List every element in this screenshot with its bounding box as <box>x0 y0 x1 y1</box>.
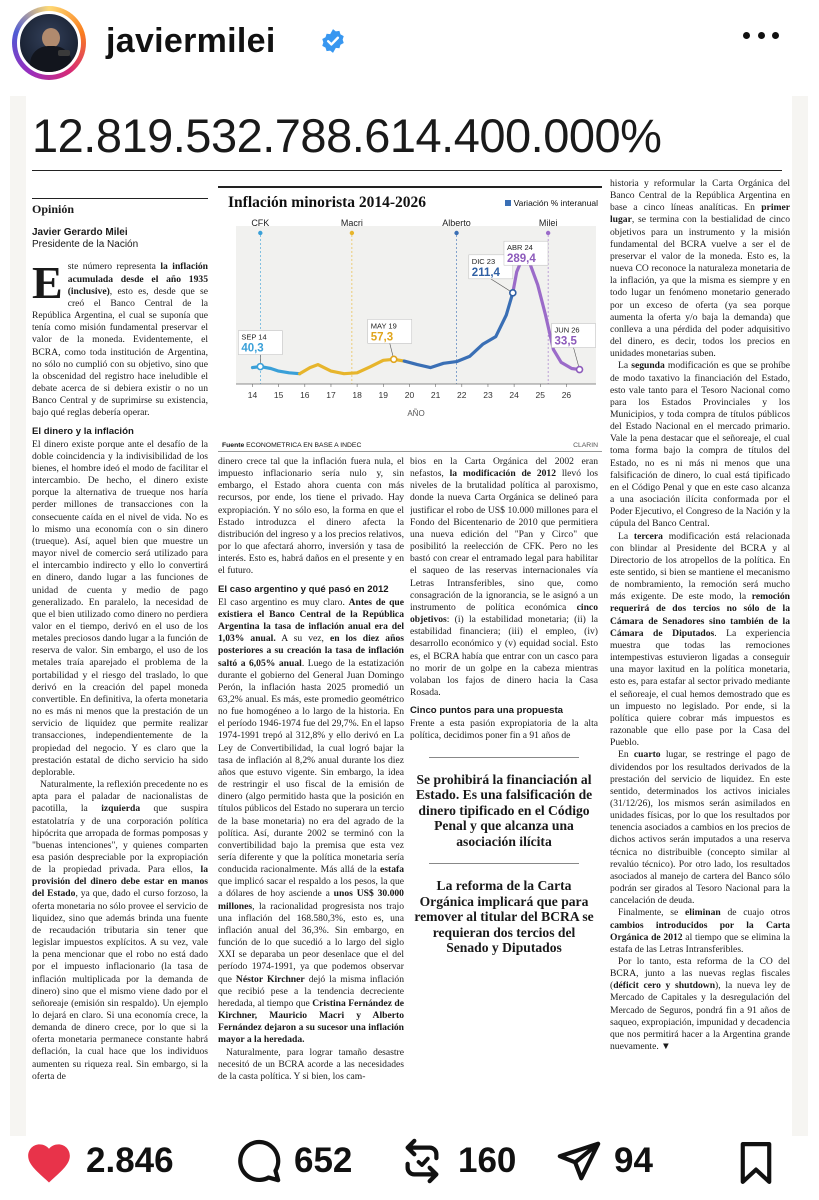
legend-label: Variación % interanual <box>513 198 598 208</box>
share-button[interactable] <box>556 1136 653 1186</box>
chart-credit: CLARIN <box>573 442 598 449</box>
paragraph: Naturalmente, la reflexión precedente no es apta para el paladar de nacionalistas de pacotilla, la izquierda que suspira estatolatría y de una corporación política hipócrita que arropada de formas pomposas y "buenas intenciones", y quienes comparten esa pasión despreciable por la expropiación de la propiedad privada. Para ellos, la provisión del dinero debe estar en manos del Estado, ya que, dado el curso forzoso, la oferta monetaria no sólo provee el servicio de liquidez, sino que además brinda una fuente de recaudación tributaria sin tener que legislar impuestos explícitos. A su vez, vale la pena mencionar que el robo no está dado por el impuesto inflacionario (la tasa de inflación multiplicada por la demanda de dinero) sino que el mismo viene dado por el señoreaje (emisión sin respaldo). Un ejemplo lo dejará en claro. Si una economía crece, la demanda de dinero crece, por lo que si la oferta monetaria permanece constante habrá deflación, la cual hace que los individuos aumenten su riqueza real. Sin embargo, si la oferta de <box>32 779 208 1082</box>
chart-title: Inflación minorista 2014-2026 <box>228 194 427 211</box>
annotation-point <box>510 290 516 296</box>
post-image <box>10 96 808 1136</box>
send-icon <box>556 1138 602 1184</box>
comment-button[interactable] <box>236 1136 352 1186</box>
chart-legend <box>505 198 598 208</box>
headline-divider <box>32 170 782 171</box>
chart-source-label: Fuente <box>222 442 245 449</box>
period-label: Macri <box>340 218 363 228</box>
newspaper-page <box>26 96 792 1136</box>
x-tick-label: 25 <box>535 390 546 400</box>
x-tick-label: 23 <box>483 390 493 400</box>
drop-cap: E <box>32 257 63 309</box>
username[interactable]: javiermilei <box>106 22 276 60</box>
heart-icon <box>24 1138 74 1184</box>
section-label: Opinión <box>32 198 208 215</box>
subheading: Cinco puntos para una propuesta <box>410 705 563 717</box>
paragraph: Por lo tanto, esta reforma de la CO del BCRA, junto a las nuevas reglas fiscales (déficit cero y shutdown), la nueva ley de Mercado de Capitales y la desregulación del Mercado de Seguros, pondrá fin a 91 años de saqueo, expropiación, impunidad y decadencia que nos permitirá hacer a la Argentina grande nuevamente. ▼ <box>610 956 790 1053</box>
x-tick-label: 19 <box>378 390 389 400</box>
x-axis-title: AÑO <box>407 409 425 418</box>
repost-button[interactable] <box>398 1136 516 1186</box>
annotation-date: MAY 19 <box>370 321 397 331</box>
column-4-text <box>610 178 790 1053</box>
paragraph: Naturalmente, para lograr tamaño desastre necesitó de un BCRA acorde a las necesidades de la casta política. Y si bien, los cam- <box>218 1046 404 1082</box>
x-tick-label: 21 <box>430 390 441 400</box>
annotation-value: 211,4 <box>471 266 500 279</box>
paragraph: historia y reformular la Carta Orgánica del Banco Central de la República Argentina en base a cinco líneas analíticas. En primer lugar, se termina con la bestialidad de cinco objetivos para un instrumento y la misión fundamental del BCRA vuelve a ser el de preservar el valor de la moneda. Esto es, la nueva CO reconoce la naturaleza monetaria de la inflación, ya que la misma es siempre y en todo lugar un fenómeno monetario generado por un exceso de oferta (ya sea porque aumenta la oferta y/o baja la demanda) que conlleva a una pérdida del poder adquisitivo del dinero, es decir, todos los precios en unidades monetarias suben. <box>610 178 790 360</box>
like-button[interactable] <box>24 1136 174 1186</box>
annotation-point <box>257 364 263 370</box>
author-name: Javier Gerardo Milei <box>32 227 128 239</box>
annotation-date: SEP 14 <box>241 332 267 342</box>
annotation-value: 40,3 <box>241 342 264 355</box>
annotation-value: 289,4 <box>506 253 536 266</box>
x-tick-label: 17 <box>326 390 336 400</box>
post-header <box>0 0 819 84</box>
verified-badge-icon <box>320 28 346 54</box>
x-tick-label: 18 <box>352 390 362 400</box>
x-tick-label: 15 <box>273 390 284 400</box>
comment-count: 652 <box>294 1141 353 1180</box>
period-marker <box>350 231 354 235</box>
lead-text: ste número representa la inflación acumulada desde el año 1935 (inclusive), esto es, desde que se creó el Banco Central de la República Argentina, el cual se suponía que tenía como misión fundamental preservar el valor de la moneda. Evidentemente, el BCRA, como toda institución de Argentina, no sólo no cumplió con su objetivo, sino que la obscenidad del registro hace ineludible el debate acerca de si debiera existir o no un Banco Central y de suprimirse su existencia, bajo qué reglas debería operar. <box>32 261 208 419</box>
paragraph: Frente a esta pasión expropiatoria de la alta política, decidimos poner fin a 91 años de <box>410 718 598 742</box>
paragraph: La tercera modificación está relacionada con blindar al Presidente del BCRA y al Directorio de los atropellos de la política. En este sentido, si bien se mantiene el mecanismo de nombramiento, la remoción será mucho más exigente. De este modo, la remoción requerirá de dos tercios no sólo de la Cámara de Senadores sino también de la Cámara de Diputados. La experiencia muestra que todas las remociones intempestivas estuvieron ligadas a conseguir una mayor laxitud en la política monetaria, esto es, para estafar al sector privado mediante el señoreaje, el cual hemos demostrado que es un impuesto no legislado. Por ende, si la política quiere cobrar más impuestos es razonable que ello pase por la Casa del Pueblo. <box>610 530 790 749</box>
column-3-text <box>410 456 598 743</box>
annotation-value: 33,5 <box>554 335 577 348</box>
article-column-3 <box>410 456 598 1133</box>
subheading: El dinero y la inflación <box>32 425 134 437</box>
x-tick-label: 16 <box>300 390 310 400</box>
subheading: El caso argentino y qué pasó en 2012 <box>218 583 389 595</box>
chart-plot <box>218 216 602 442</box>
bookmark-icon[interactable] <box>739 1140 773 1186</box>
x-tick-label: 20 <box>404 390 415 400</box>
pullquote-divider <box>429 863 579 864</box>
paragraph: El caso argentino es muy claro. Antes de que existiera el Banco Central de la República Argentina la tasa de inflación anual era del 1,03% anual. A su vez, en los diez años posteriores a su creación la tasa de inflación saltó a 6,05% anual. Luego de la estatización durante el gobierno del General Juan Domingo Perón, la inflación hasta 2025 promedió un 63,2% anual. Es más, este promedio geométrico no fue homogéneo a lo largo de la historia. En el período 1946-1974 fue del 29,7%. En el lapso 1974-1991 trepó al 312,8% y ello derivó en La Ley de Convertibilidad, la cual logró bajar la tasa de inflación al 8,2% anual durante los diez años que estuvo vigente. Sin embargo, la idea de restringir el uso fiscal de la emisión de dinero (algo permitido hasta que la posición en títulos públicos del Estado no superara un tercio de la base monetaria) no era del agrado de la política. Así, durante 2002 se terminó con la convertibilidad bajo la premisa que esta vez sería diferente y que la política monetaria sería conducida racionalmente. Más allá de la estafa que implicó sacar el respaldo a los pesos, la que a dólares de hoy asciende a unos US$ 30.000 millones, la racionalidad progresista nos trajo una inflación del 168.580,3%, esto es, una inflación anual del 36,3%. Sin embargo, en función de lo que sucedió a lo largo del siglo XXI se deparaba un peor desenlace que el del período 1974-1991, ya que podemos observar que Néstor Kirchner dejó la misma inflación que recibió pese a la tendencia decreciente heredada, al tiempo que Cristina Fernández de Kirchner, Mauricio Macri y Alberto Fernández dejaron a su sucesor una inflación mayor a la heredada. <box>218 596 404 1046</box>
repost-count: 160 <box>458 1141 517 1180</box>
avatar-story-ring[interactable] <box>12 6 86 80</box>
repost-icon <box>398 1138 446 1184</box>
paragraph: En cuarto lugar, se restringe el pago de dividendos por los resultados derivados de la prestación del servicio de liquidez. En este sentido, determinados los activos iniciales (31/12/26), los mismos serán asimilados en unidades físicas, por lo que los resultados por tenencia asociados a cambios en los precios de dichos activos serán imputados a una reserva técnica no distribuible (concepto similar al revalúo técnico). Por otro lado, los resultados asociados al manejo de cartera del Banco sólo podrán ser girados al Tesoro Nacional para la cancelación de deuda. <box>610 749 790 907</box>
x-tick-label: 22 <box>457 390 467 400</box>
inflation-chart <box>218 186 602 452</box>
legend-swatch <box>505 200 511 206</box>
article-headline: 12.819.532.788.614.400.000% <box>32 109 662 162</box>
period-marker <box>454 231 458 235</box>
share-count: 94 <box>614 1141 653 1180</box>
annotation-point <box>577 367 583 373</box>
annotation-value: 57,3 <box>370 331 394 344</box>
paragraph: Finalmente, se eliminan de cuajo otros cambios introducidos por la Carta Orgánica de 2012 al tiempo que se elimina la estafa de las Letras Intransferibles. <box>610 907 790 955</box>
paragraph: La segunda modificación es que se prohíbe de modo taxativo la financiación del Estado, esto vale tanto para el Tesoro Nacional como para los Estados Provinciales y los Municipios, y toda compra de títulos públicos del Estado Nacional en el mercado primario. Vale la pena destacar que el señoreaje, el cual toma forma bajo la compra de títulos del Estado, no es ni más ni menos que una falsificación de dinero, lo cual está tipificado en el Código Penal y que en este caso alcanza a una asociación ilícita conformada por el Poder Ejecutivo, el Congreso de la Nación y la cúpula del Banco Central. <box>610 360 790 530</box>
article-column-2 <box>218 456 404 1133</box>
annotation-date: DIC 23 <box>471 256 496 266</box>
pullquote-divider <box>429 757 579 758</box>
annotation-date: JUN 26 <box>554 325 580 335</box>
lead-paragraph <box>32 257 208 419</box>
like-count: 2.846 <box>86 1141 174 1180</box>
chart-source <box>222 442 361 449</box>
column-2-text <box>218 456 404 1083</box>
avatar[interactable] <box>17 11 81 75</box>
annotation-point <box>391 356 397 362</box>
pullquote-2: La reforma de la Carta Orgánica implicará que para remover al titular del BCRA se requieran dos tercios del Senado y Diputados <box>414 878 594 956</box>
x-tick-label: 14 <box>247 390 258 400</box>
paragraph: El dinero existe porque ante el desafío de la doble coincidencia y la indivisibilidad de los bienes, el hombre ideó el modo de facilitar el intercambio. De hecho, el dinero existe porque la alternativa de trueque nos haría perder millones de transacciones con la consecuente caída en el nivel de vida. No es lo mismo una economía con o sin dinero (trueque). Así, aquel bien que muestre un mayor nivel de comercio será utilizado para el intercambio indirecto y ello lo convertirá en dinero, dando lugar a las funciones de unidad de cuenta y medio de pago generalizado. En paralelo, la necesidad de que el bien utilizado como dinero no perdiera valor en el tiempo, derivó en el uso de los metales preciosos dando lugar a la función de reserva de valor. Sin embargo, el uso de los metales traía aparejado el problema de la portabilidad y el riesgo del traslado, lo que derivó en la creación del papel moneda convertible. En definitiva, la oferta monetaria no es más ni menos que la prestación de un servicio de liquidez que permite realizar transacciones, independientemente de la propiedad del negocio. Y es claro que la prestación estatal de dicho servicio ha sido deplorable. <box>32 438 208 778</box>
article-column-1 <box>32 198 208 1133</box>
annotation-date: ABR 24 <box>506 243 533 253</box>
chart-source-text: ECONOMETRICA EN BASE A INDEC <box>246 442 362 449</box>
comment-icon <box>236 1138 282 1184</box>
period-label: Alberto <box>442 218 471 228</box>
author-role: Presidente de la Nación <box>32 239 139 251</box>
paragraph: bios en la Carta Orgánica del 2002 eran nefastos, la modificación de 2012 llevó los niveles de la brutalidad política al paroxismo, donde la nueva Carta Orgánica se delineó para justificar el robo de US$ 10.000 millones para el Fondo del Bicentenario de 2010 que permitiera una nueva edición del "Pan y Circo" que posibilitó la reelección de CFK. Pero no les bastó con crear el entramado legal para habilitar el saqueo de las reservas internacionales vía Letras Intransferibles, sino que, como consagración de la ignorancia, se le asignó a un instrumento de política económica cinco objetivos: (i) la estabilidad monetaria; (ii) la estabilidad financiera; (iii) el empleo, (iv) desarrollo económico y (v) equidad social. Esto es, el BCRA había que entrar con un casco para no morir de un golpe en la cabeza mientras volaban los fajos de dinero hacia la Casa Rosada. <box>410 456 598 698</box>
x-tick-label: 24 <box>509 390 519 400</box>
period-marker <box>258 231 262 235</box>
x-tick-label: 26 <box>561 390 572 400</box>
column-1-text <box>32 257 208 1082</box>
period-label: Milei <box>538 218 558 228</box>
period-marker <box>546 231 550 235</box>
more-options-icon[interactable] <box>743 32 779 42</box>
article-column-4 <box>610 178 790 1133</box>
period-label: CFK <box>251 218 270 228</box>
pullquote-1: Se prohibirá la financiación al Estado. Es una falsificación de dinero tipificado en el Código Penal y que alcanza una asociación ilícita <box>415 771 593 849</box>
paragraph: dinero crece tal que la inflación fuera nula, el impuesto inflacionario sería nulo y, sin embargo, el Estado ahora cuenta con más recursos, por ende, los tiene el privado. Hay expropiación. Y no sólo eso, la forma en que el Estado introduzca el dinero afecta la distribución del ingreso y a los precios relativos, por lo que afectará ahorro, inversión y tasa de interés. Esto es, habrá daños en el presente y en el futuro. <box>218 456 404 577</box>
post-actions <box>0 1126 819 1200</box>
